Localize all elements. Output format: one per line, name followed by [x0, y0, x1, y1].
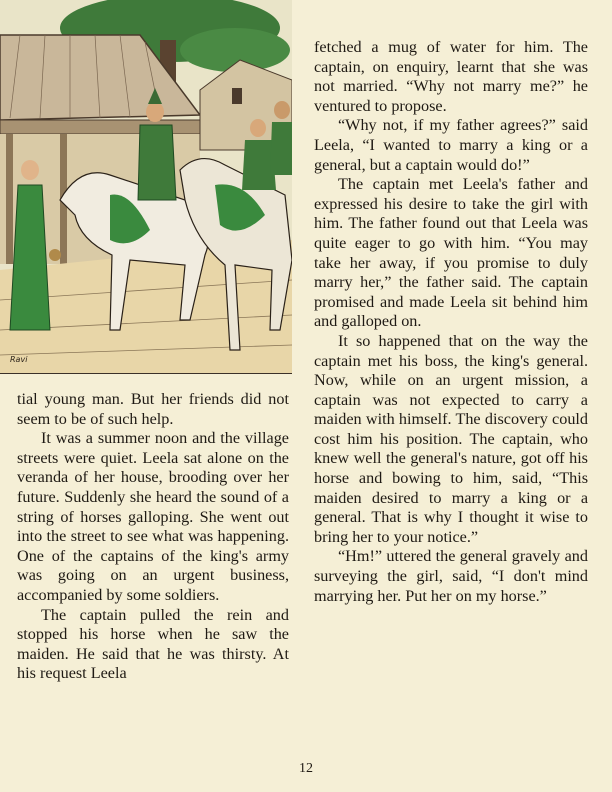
paragraph: “Why not, if my father agrees?” said Leela, “I wanted to marry a king or a general, but a captain would do!”: [314, 116, 588, 174]
paragraph: The captain met Leela's father and expressed his desire to take the girl with him. The father found out that Leela was quite eager to go with him. “You may take her away, if you promise to duly marry her,” the father said. The captain promised and made Leela sit behind him and galloped on.: [314, 175, 588, 331]
veranda-pillar: [6, 134, 13, 264]
maiden-head: [21, 160, 39, 180]
soldier-head: [250, 119, 266, 137]
page-number: 12: [299, 761, 313, 776]
left-text-column: [17, 390, 289, 684]
house-window: [232, 88, 242, 104]
paragraph: It so happened that on the way the captain met his boss, the king's general. Now, while on an urgent mission, a captain was not expected to carry a maiden with himself. The discovery could cost him his position. The captain, who knew well the general's nature, got off his horse and bowing to him, said, “This maiden desired to marry a king or a general. That is why I thought it wise to bring her to your notice.”: [314, 331, 588, 546]
illustration-svg: [0, 0, 292, 373]
artist-signature: Ravi: [10, 355, 28, 364]
paragraph: tial young man. But her friends did not seem to be of such help.: [17, 390, 289, 428]
paragraph: fetched a mug of water for him. The captain, on enquiry, learnt that she was not married. “Why not marry me?” he ventured to propose.: [314, 38, 588, 115]
captain-head: [146, 102, 164, 122]
soldier-head: [274, 101, 290, 119]
water-mug: [49, 249, 61, 261]
horse-riders-illustration: [0, 0, 292, 374]
paragraph: It was a summer noon and the village streets were quiet. Leela sat alone on the veranda of her house, brooding over her future. Suddenly she heard the sound of a string of horses galloping. She went out into the street to see what was happening. One of the captains of the king's army was going on an urgent business, accompanied by some soldiers.: [17, 429, 289, 604]
captain-body: [138, 125, 176, 200]
soldier-body: [270, 122, 292, 175]
paragraph: “Hm!” uttered the general gravely and surveying the girl, said, “I don't mind marrying her. Put her on my horse.”: [314, 547, 588, 605]
right-text-column: [314, 38, 588, 606]
paragraph: The captain pulled the rein and stopped his horse when he saw the maiden. He said that he was thirsty. At his request Leela: [17, 605, 289, 683]
